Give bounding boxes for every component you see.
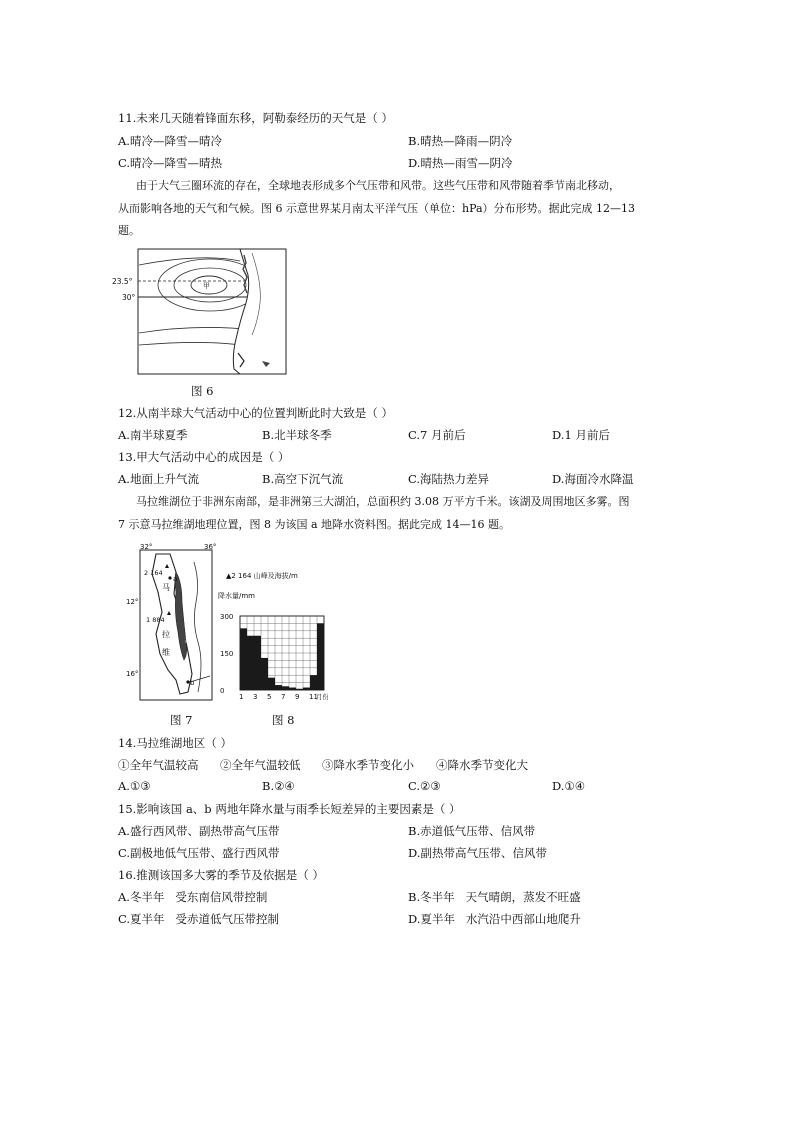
fig7-lake-char-2: 拉 (183, 604, 190, 612)
q14-statement-1: ①全年气温较高 (118, 758, 199, 772)
fig8-bar-month-8 (289, 688, 296, 690)
fig8-bar-month-5 (268, 678, 275, 690)
q12-option-d: D.1 月前后 (552, 428, 610, 442)
q11-option-c: C.晴冷—降雪—晴热 (118, 156, 223, 170)
fig7-point-b: b (190, 679, 195, 687)
q13-option-d: D.海面冷水降温 (552, 472, 634, 486)
q14-option-c: C.②③ (408, 779, 441, 793)
fig8-bar-month-12 (317, 623, 324, 690)
fig7-peak-2164: 2 164 (144, 569, 163, 577)
q12-option-a: A.南半球夏季 (118, 428, 188, 442)
q14-option-b: B.②④ (262, 779, 295, 793)
fig8-bar-month-3 (254, 636, 261, 690)
fig8-xtick-label: 11 (309, 693, 318, 701)
fig8-xlabel: 月份 (316, 693, 328, 701)
q13-stem: 13.甲大气活动中心的成因是（ ） (118, 450, 290, 464)
fig7-peak-1884: 1 884 (146, 616, 165, 624)
q13-option-b: B.高空下沉气流 (262, 472, 344, 486)
q15-option-b: B.赤道低气压带、信风带 (408, 824, 536, 838)
fig8-bar-month-2 (247, 636, 254, 690)
q14-statement-3: ③降水季节变化小 (322, 758, 414, 772)
q12-option-c: C.7 月前后 (408, 428, 466, 442)
q16-option-d: D.夏半年 水汽沿中西部山地爬升 (408, 912, 581, 926)
q15-option-d: D.副热带高气压带、信风带 (408, 846, 547, 860)
figure-7-caption: 图 7 (170, 713, 193, 727)
figure-6-map (112, 243, 290, 378)
fig8-xtick-label: 3 (253, 693, 258, 701)
q13-option-c: C.海陆热力差异 (408, 472, 490, 486)
fig7-country-char-2: 拉 (162, 630, 170, 639)
figure-6-caption: 图 6 (191, 384, 214, 398)
q16-stem: 16.推测该国多大雾的季节及依据是（ ） (118, 868, 324, 882)
q16-option-a: A.冬半年 受东南信风带控制 (118, 890, 268, 904)
fig8-bar-month-6 (275, 685, 282, 690)
q11-option-a: A.晴冷—降雪—晴冷 (118, 134, 222, 148)
q12-stem: 12.从南半球大气活动中心的位置判断此时大致是（ ） (118, 406, 393, 420)
fig8-bar-month-1 (240, 628, 247, 690)
q15-option-a: A.盛行西风带、副热带高气压带 (118, 824, 280, 838)
passage2-line1: 马拉维湖位于非洲东南部，是非洲第三大湖泊，总面积约 3.08 万平方千米。该湖及周围地区多雾。图 (136, 495, 630, 508)
fig8-legend: ▲2 164 山峰及海拔/m (226, 572, 298, 580)
fig7-lon-32: 32° (140, 543, 153, 551)
fig7-lake-char-4: 湖 (185, 636, 192, 644)
fig8-ytick-label: 300 (220, 613, 234, 621)
figure-8-chart (216, 570, 328, 705)
passage1-line3: 题。 (118, 224, 140, 237)
figure-7-map (126, 542, 216, 707)
fig8-bar-month-4 (261, 658, 268, 690)
q16-option-c: C.夏半年 受赤道低气压带控制 (118, 912, 280, 926)
fig8-bar-month-10 (303, 688, 310, 690)
fig8-ytick-label: 0 (220, 687, 225, 695)
q15-option-c: C.副极地低气压带、盛行西风带 (118, 846, 280, 860)
passage1-line1: 由于大气三圈环流的存在，全球地表形成多个气压带和风带。这些气压带和风带随着季节南北移动， (136, 179, 620, 192)
fig7-lake-char-1: 马 (182, 588, 189, 596)
fig6-lat-23-5: 23.5° (112, 277, 133, 286)
q11-stem: 11.未来几天随着锋面东移，阿勒泰经历的天气是（ ） (118, 111, 393, 125)
fig7-lat-16: 16° (126, 670, 139, 678)
fig7-lat-12: 12° (126, 598, 139, 606)
fig8-ytick-label: 150 (220, 650, 234, 658)
fig8-bar-month-7 (282, 686, 289, 690)
q14-option-d: D.①④ (552, 779, 586, 793)
fig8-bar-month-9 (296, 689, 303, 690)
q12-option-b: B.北半球冬季 (262, 428, 332, 442)
q11-option-b: B.晴热—降雨—阴冷 (408, 134, 513, 148)
q14-statement-2: ②全年气温较低 (220, 758, 301, 772)
fig6-center-label: 甲 (203, 282, 210, 290)
q13-option-a: A.地面上升气流 (118, 472, 199, 486)
fig7-lon-36: 36° (204, 543, 216, 551)
q15-stem: 15.影响该国 a、b 两地年降水量与雨季长短差异的主要因素是（ ） (118, 802, 461, 816)
q11-option-d: D.晴热—雨雪—阴冷 (408, 156, 513, 170)
passage2-line2: 7 示意马拉维湖地理位置，图 8 为该国 a 地降水资料图。据此完成 14—16 题。 (118, 518, 511, 531)
fig8-xtick-label: 5 (267, 693, 272, 701)
q16-option-b: B.冬半年 天气晴朗，蒸发不旺盛 (408, 890, 581, 904)
q14-stem: 14.马拉维湖地区（ ） (118, 736, 232, 750)
fig7-country-char-3: 维 (162, 648, 170, 657)
fig7-country-char-1: 马 (162, 583, 170, 592)
fig8-bar-month-11 (310, 675, 317, 690)
fig7-lake-char-3: 维 (184, 620, 191, 628)
q14-option-a: A.①③ (118, 779, 151, 793)
q14-statement-4: ④降水季节变化大 (436, 758, 528, 772)
passage1-line2: 从而影响各地的天气和气候。图 6 示意世界某月南太平洋气压（单位：hPa）分布形势。据此完成 12—13 (118, 202, 636, 215)
figure-8-caption: 图 8 (272, 713, 295, 727)
fig8-ylabel: 降水量/mm (218, 592, 255, 600)
fig7-point-a: a (173, 575, 178, 583)
fig6-lat-30: 30° (122, 293, 136, 302)
fig8-xtick-label: 1 (239, 693, 244, 701)
fig8-xtick-label: 9 (295, 693, 300, 701)
fig8-xtick-label: 7 (281, 693, 286, 701)
